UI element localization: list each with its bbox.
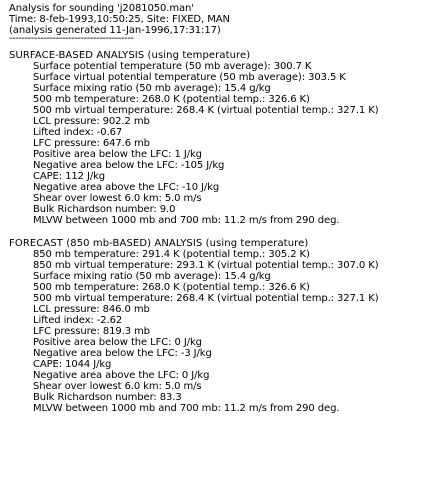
header-separator: ---------------------------------------- <box>9 36 134 44</box>
surface-analysis-section <box>9 50 441 226</box>
surface-line: Bulk Richardson number: 9.0 <box>33 204 176 215</box>
header-generated: (analysis generated 11-Jan-1996,17:31:17) <box>9 25 221 36</box>
report-header <box>9 3 441 46</box>
forecast-line: 850 mb temperature: 291.4 K (potential temp.: 305.2 K) <box>33 249 310 260</box>
surface-line: 500 mb virtual temperature: 268.4 K (virtual potential temp.: 327.1 K) <box>33 105 379 116</box>
forecast-line: 850 mb virtual temperature: 293.1 K (virtual potential temp.: 307.0 K) <box>33 260 379 271</box>
forecast-line: LFC pressure: 819.3 mb <box>33 326 150 337</box>
forecast-line: Surface mixing ratio (50 mb average): 15.4 g/kg <box>33 271 271 282</box>
surface-line: LFC pressure: 647.6 mb <box>33 138 150 149</box>
surface-line: Surface potential temperature (50 mb average): 300.7 K <box>33 61 312 72</box>
surface-line: 500 mb temperature: 268.0 K (potential temp.: 326.6 K) <box>33 94 310 105</box>
forecast-line: Shear over lowest 6.0 km: 5.0 m/s <box>33 381 202 392</box>
surface-line: CAPE: 112 J/kg <box>33 171 106 182</box>
forecast-analysis-title: FORECAST (850 mb-BASED) ANALYSIS (using temperature) <box>9 238 309 249</box>
surface-line: Surface mixing ratio (50 mb average): 15.4 g/kg <box>33 83 271 94</box>
forecast-analysis-section <box>9 238 441 414</box>
forecast-line: Negative area below the LFC: -3 J/kg <box>33 348 212 359</box>
surface-line: Negative area above the LFC: -10 J/kg <box>33 182 220 193</box>
forecast-line: 500 mb virtual temperature: 268.4 K (virtual potential temp.: 327.1 K) <box>33 293 379 304</box>
forecast-line: MLVW between 1000 mb and 700 mb: 11.2 m/s from 290 deg. <box>33 403 340 414</box>
forecast-line: Positive area below the LFC: 0 J/kg <box>33 337 202 348</box>
forecast-line: LCL pressure: 846.0 mb <box>33 304 150 315</box>
surface-line: Shear over lowest 6.0 km: 5.0 m/s <box>33 193 202 204</box>
surface-line: Lifted index: -0.67 <box>33 127 123 138</box>
header-sounding-name: Analysis for sounding 'j2081050.man' <box>9 3 194 14</box>
surface-line: MLVW between 1000 mb and 700 mb: 11.2 m/s from 290 deg. <box>33 215 340 226</box>
surface-analysis-title: SURFACE-BASED ANALYSIS (using temperature) <box>9 50 251 61</box>
forecast-line: Lifted index: -2.62 <box>33 315 123 326</box>
forecast-line: Negative area above the LFC: 0 J/kg <box>33 370 210 381</box>
header-time-site: Time: 8-feb-1993,10:50:25, Site: FIXED, MAN <box>9 14 230 25</box>
forecast-line: 500 mb temperature: 268.0 K (potential temp.: 326.6 K) <box>33 282 310 293</box>
forecast-analysis-list <box>9 249 441 414</box>
forecast-line: Bulk Richardson number: 83.3 <box>33 392 182 403</box>
sounding-report <box>9 3 441 414</box>
surface-line: Negative area below the LFC: -105 J/kg <box>33 160 225 171</box>
surface-line: Positive area below the LFC: 1 J/kg <box>33 149 202 160</box>
forecast-line: CAPE: 1044 J/kg <box>33 359 112 370</box>
surface-line: Surface virtual potential temperature (50 mb average): 303.5 K <box>33 72 346 83</box>
surface-line: LCL pressure: 902.2 mb <box>33 116 150 127</box>
surface-analysis-list <box>9 61 441 226</box>
